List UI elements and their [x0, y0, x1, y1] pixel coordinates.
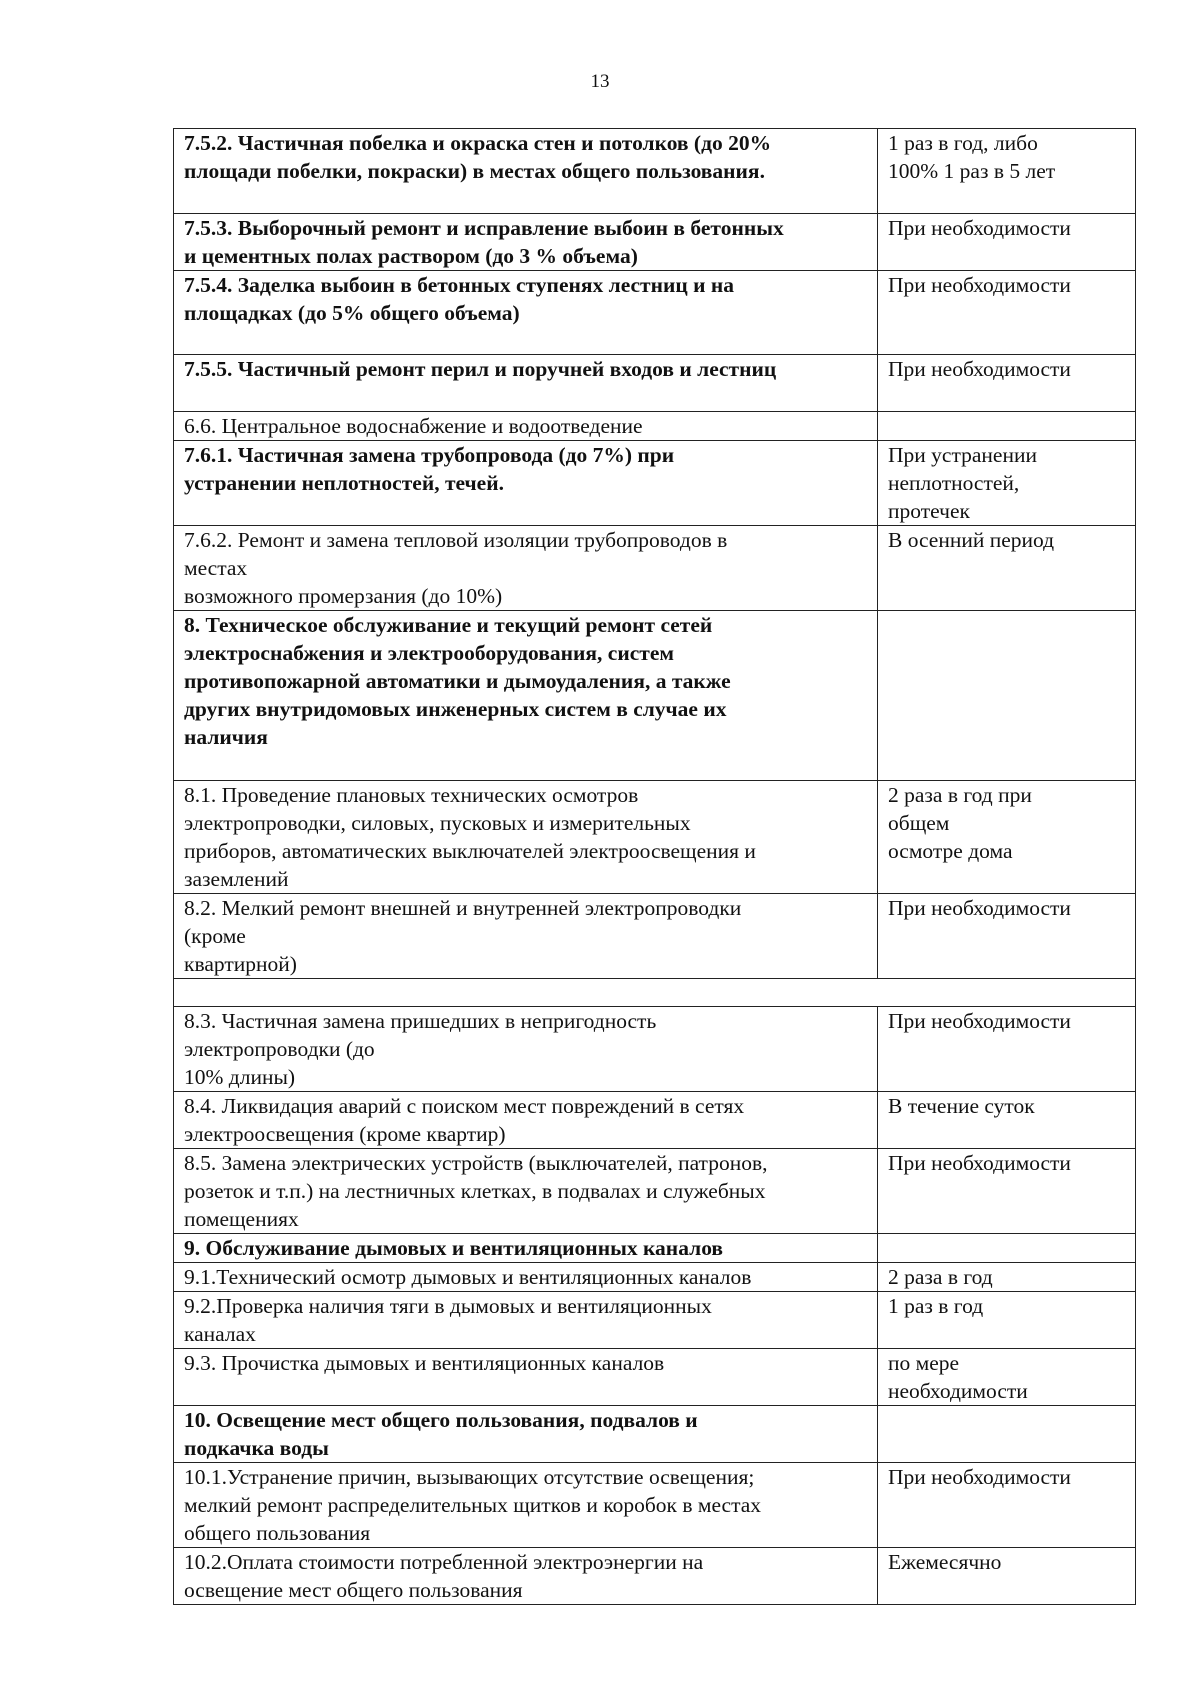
frequency-cell: [878, 1234, 1136, 1263]
work-cell: 7.5.3. Выборочный ремонт и исправление выбоин в бетонных и цементных полах раствором (до 3 % объема): [174, 214, 878, 271]
work-cell: 10.1.Устранение причин, вызывающих отсутствие освещения; мелкий ремонт распределительных щитков и коробок в местах общего пользования: [174, 1463, 878, 1548]
table-row: [174, 1406, 1136, 1463]
table-row: [174, 1092, 1136, 1149]
work-cell: 7.5.2. Частичная побелка и окраска стен и потолков (до 20% площади побелки, покраски) в местах общего пользования.: [174, 129, 878, 214]
frequency-cell: [878, 1406, 1136, 1463]
work-cell: 10. Освещение мест общего пользования, подвалов и подкачка воды: [174, 1406, 878, 1463]
table-row: [174, 1263, 1136, 1292]
work-cell: 8.3. Частичная замена пришедших в непригодность электропроводки (до 10% длины): [174, 1007, 878, 1092]
frequency-cell: по мере необходимости: [878, 1349, 1136, 1406]
work-cell: 8.4. Ликвидация аварий с поиском мест повреждений в сетях электроосвещения (кроме квартир): [174, 1092, 878, 1149]
work-cell: 9.3. Прочистка дымовых и вентиляционных каналов: [174, 1349, 878, 1406]
empty-cell: [174, 979, 1136, 1007]
frequency-cell: В течение суток: [878, 1092, 1136, 1149]
frequency-cell: При необходимости: [878, 271, 1136, 355]
work-cell: 7.6.2. Ремонт и замена тепловой изоляции трубопроводов в местах возможного промерзания (до 10%): [174, 526, 878, 611]
work-cell: 8.5. Замена электрических устройств (выключателей, патронов, розеток и т.п.) на лестничных клетках, в подвалах и служебных помещениях: [174, 1149, 878, 1234]
frequency-cell: При необходимости: [878, 214, 1136, 271]
work-cell: 8. Техническое обслуживание и текущий ремонт сетей электроснабжения и электрооборудования, систем противопожарной автоматики и дымоудаления, а также других внутридомовых инженерных систем в случае их наличия: [174, 611, 878, 781]
table-row: [174, 611, 1136, 781]
work-cell: 9.1.Технический осмотр дымовых и вентиляционных каналов: [174, 1263, 878, 1292]
table-row: [174, 412, 1136, 441]
frequency-cell: В осенний период: [878, 526, 1136, 611]
frequency-cell: 2 раза в год при общем осмотре дома: [878, 781, 1136, 894]
table-row: [174, 1292, 1136, 1349]
page-number: 13: [590, 71, 610, 92]
table-row: [174, 526, 1136, 611]
frequency-cell: [878, 412, 1136, 441]
work-cell: 8.1. Проведение плановых технических осмотров электропроводки, силовых, пусковых и измерительных приборов, автоматических выключателей электроосвещения и заземлений: [174, 781, 878, 894]
table-row: [174, 441, 1136, 526]
work-schedule-table: [173, 128, 1136, 1605]
table-row: [174, 129, 1136, 214]
work-cell: 8.2. Мелкий ремонт внешней и внутренней электропроводки (кроме квартирной): [174, 894, 878, 979]
table-row: [174, 1007, 1136, 1092]
work-cell: 9. Обслуживание дымовых и вентиляционных каналов: [174, 1234, 878, 1263]
frequency-cell: 1 раз в год: [878, 1292, 1136, 1349]
table-spacer-row: [174, 979, 1136, 1007]
table-row: [174, 355, 1136, 412]
frequency-cell: [878, 611, 1136, 781]
table-row: [174, 271, 1136, 355]
frequency-cell: 1 раз в год, либо 100% 1 раз в 5 лет: [878, 129, 1136, 214]
frequency-cell: Ежемесячно: [878, 1548, 1136, 1605]
table-row: [174, 1463, 1136, 1548]
frequency-cell: При устранении неплотностей, протечек: [878, 441, 1136, 526]
table-row: [174, 894, 1136, 979]
table-row: [174, 1349, 1136, 1406]
frequency-cell: При необходимости: [878, 894, 1136, 979]
work-cell: 7.5.4. Заделка выбоин в бетонных ступенях лестниц и на площадках (до 5% общего объема): [174, 271, 878, 355]
frequency-cell: При необходимости: [878, 355, 1136, 412]
frequency-cell: При необходимости: [878, 1463, 1136, 1548]
work-cell: 6.6. Центральное водоснабжение и водоотведение: [174, 412, 878, 441]
frequency-cell: При необходимости: [878, 1149, 1136, 1234]
table-row: [174, 1234, 1136, 1263]
frequency-cell: 2 раза в год: [878, 1263, 1136, 1292]
work-cell: 7.5.5. Частичный ремонт перил и поручней входов и лестниц: [174, 355, 878, 412]
work-cell: 10.2.Оплата стоимости потребленной электроэнергии на освещение мест общего пользования: [174, 1548, 878, 1605]
work-cell: 7.6.1. Частичная замена трубопровода (до 7%) при устранении неплотностей, течей.: [174, 441, 878, 526]
work-cell: 9.2.Проверка наличия тяги в дымовых и вентиляционных каналах: [174, 1292, 878, 1349]
table-row: [174, 1149, 1136, 1234]
table-row: [174, 1548, 1136, 1605]
table-row: [174, 214, 1136, 271]
table-row: [174, 781, 1136, 894]
frequency-cell: При необходимости: [878, 1007, 1136, 1092]
